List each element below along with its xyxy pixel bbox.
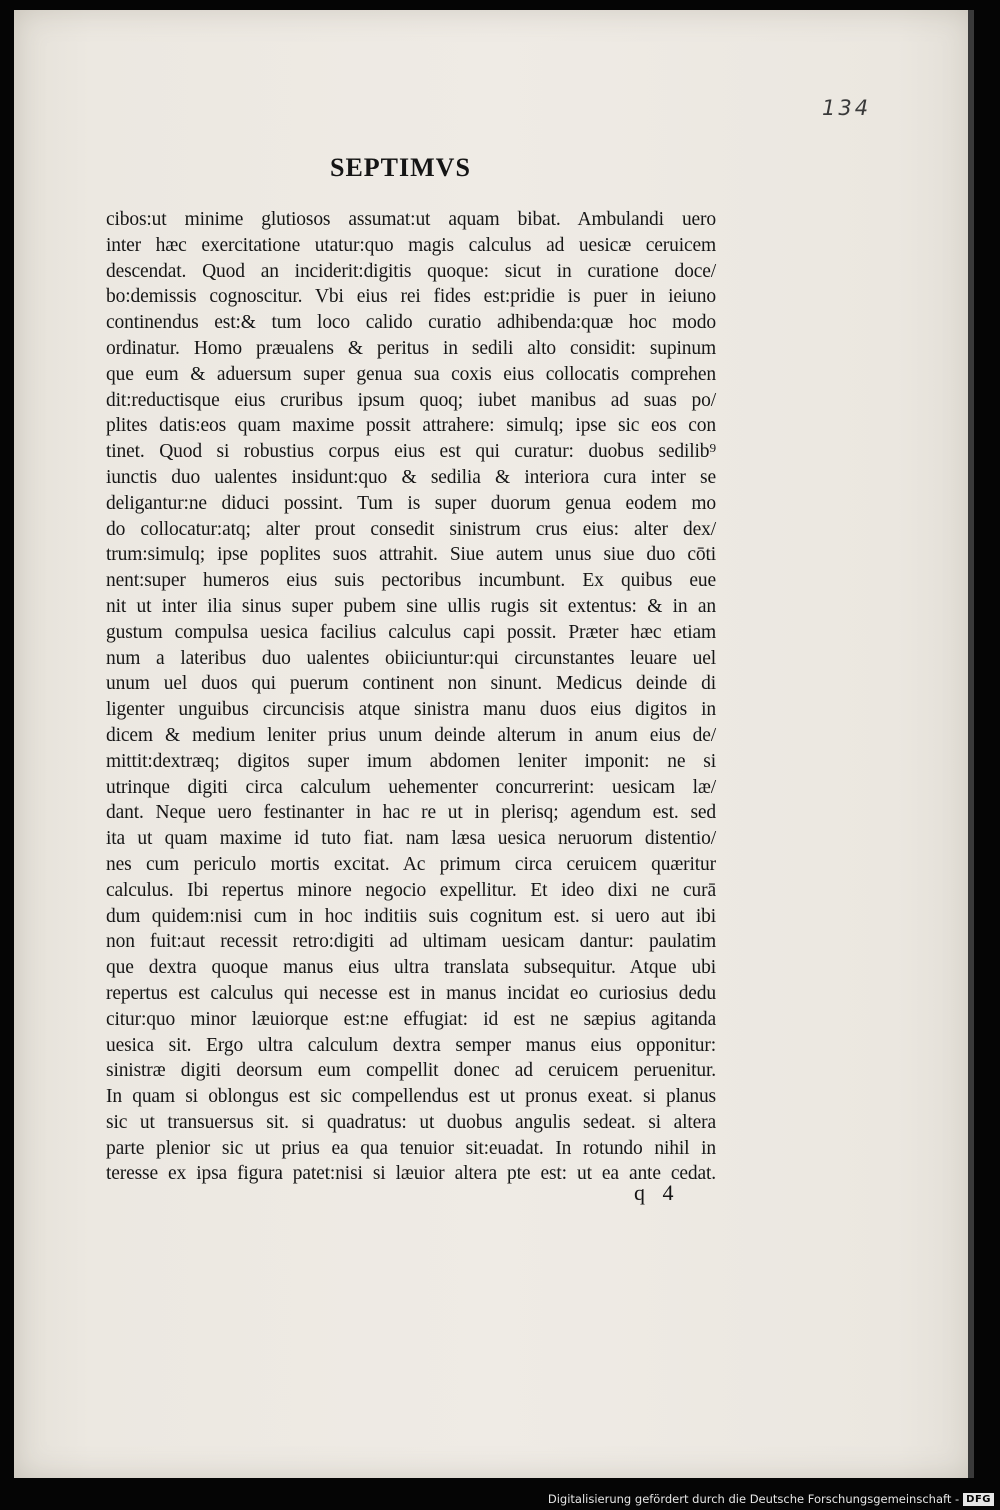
- footer-credit-text: Digitalisierung gefördert durch die Deutsche Forschungsgemeinschaft -: [547, 1492, 960, 1506]
- text-line: dum quidem:nisi cum in hoc inditiis suis cognitum est. si uero aut ibi: [106, 905, 716, 927]
- text-line: citur:quo minor læuiorque est:ne effugiat: id est ne sæpius agitanda: [106, 1008, 716, 1030]
- text-line: nent:super humeros eius suis pectoribus incumbunt. Ex quibus eue: [106, 570, 716, 592]
- text-line: continendus est:& tum loco calido curatio adhibenda:quæ hoc modo: [106, 312, 716, 334]
- body-text: [106, 207, 716, 1187]
- text-line: In quam si oblongus est sic compellendus est ut pronus exeat. si planus: [106, 1086, 716, 1108]
- text-line: do collocatur:atq; alter prout consedit sinistrum crus eius: alter dex/: [106, 518, 716, 540]
- text-line: ordinatur. Homo præualens & peritus in sedili alto considit: supinum: [106, 337, 716, 359]
- text-line: mittit:dextræq; digitos super imum abdomen leniter imponit: ne si: [106, 750, 716, 772]
- text-line: bo:demissis cognoscitur. Vbi eius rei fides est:pridie is puer in ieiuno: [106, 286, 716, 308]
- text-line: sinistræ digiti deorsum eum compellit donec ad ceruicem peruenitur.: [106, 1060, 716, 1082]
- text-line: gustum compulsa uesica facilius calculus capi possit. Præter hæc etiam: [106, 621, 716, 643]
- dfg-logo: DFG: [963, 1493, 994, 1506]
- footer-credit: [548, 1492, 994, 1506]
- text-line: dant. Neque uero festinanter in hac re ut in plerisq; agendum est. sed: [106, 802, 716, 824]
- folio-number: 134: [822, 96, 872, 120]
- text-line: sic ut transuersus sit. si quadratus: ut duobus angulis sedeat. si altera: [106, 1111, 716, 1133]
- text-line: que eum & aduersum super genua sua coxis eius collocatis comprehen: [106, 363, 716, 385]
- text-line: tinet. Quod si robustius corpus eius est qui curatur: duobus sedilib⁹: [106, 441, 716, 463]
- text-line: inter hæc exercitatione utatur:quo magis calculus ad uesicæ ceruicem: [106, 234, 716, 256]
- text-line: ligenter unguibus circuncisis atque sinistra manu duos eius digitos in: [106, 699, 716, 721]
- text-line: unum uel duos qui puerum continent non sinunt. Medicus deinde di: [106, 673, 716, 695]
- text-line: dit:reductisque eius cruribus ipsum quoq; iubet manibus ad suas po/: [106, 389, 716, 411]
- text-line: cibos:ut minime glutiosos assumat:ut aquam bibat. Ambulandi uero: [106, 209, 716, 230]
- text-line: deligantur:ne diduci possint. Tum is super duorum genua eodem mo: [106, 492, 716, 514]
- text-line: dicem & medium leniter prius unum deinde alterum in anum eius de/: [106, 724, 716, 746]
- text-line: utrinque digiti circa calculum uehementer concurrerint: uesicam læ/: [106, 776, 716, 798]
- running-head: SEPTIMVS: [330, 153, 471, 182]
- text-line: que dextra quoque manus eius ultra translata subsequitur. Atque ubi: [106, 957, 716, 979]
- text-line: non fuit:aut recessit retro:digiti ad ultimam uesicam dantur: paulatim: [106, 931, 716, 953]
- signature-mark: q 4: [634, 1180, 680, 1205]
- book-page: [14, 10, 974, 1478]
- text-line: iunctis duo ualentes insidunt:quo & sedilia & interiora cura inter se: [106, 466, 716, 488]
- text-line: nit ut inter ilia sinus super pubem sine ullis rugis sit extentus: & in an: [106, 595, 716, 617]
- text-line: plites datis:eos quam maxime possit attrahere: simulq; ipse sic eos con: [106, 415, 716, 437]
- text-line: teresse ex ipsa figura patet:nisi si læuior altera pte est: ut ea ante cedat.: [106, 1163, 716, 1185]
- text-line: parte plenior sic ut prius ea qua tenuior sit:euadat. In rotundo nihil in: [106, 1137, 716, 1159]
- text-line: calculus. Ibi repertus minore negocio expellitur. Et ideo dixi ne curā: [106, 879, 716, 901]
- text-line: trum:simulq; ipse poplites suos attrahit. Siue autem unus siue duo cōti: [106, 544, 716, 566]
- text-line: nes cum periculo mortis excitat. Ac primum circa ceruicem quæritur: [106, 853, 716, 875]
- text-line: ita ut quam maxime id tuto fiat. nam læsa uesica neruorum distentio/: [106, 828, 716, 850]
- text-line: num a lateribus duo ualentes obiiciuntur:qui circunstantes leuare uel: [106, 647, 716, 669]
- text-line: uesica sit. Ergo ultra calculum dextra semper manus eius opponitur:: [106, 1034, 716, 1056]
- text-line: descendat. Quod an inciderit:digitis quoque: sicut in curatione doce/: [106, 260, 716, 282]
- text-line: repertus est calculus qui necesse est in manus incidat eo curiosius dedu: [106, 982, 716, 1004]
